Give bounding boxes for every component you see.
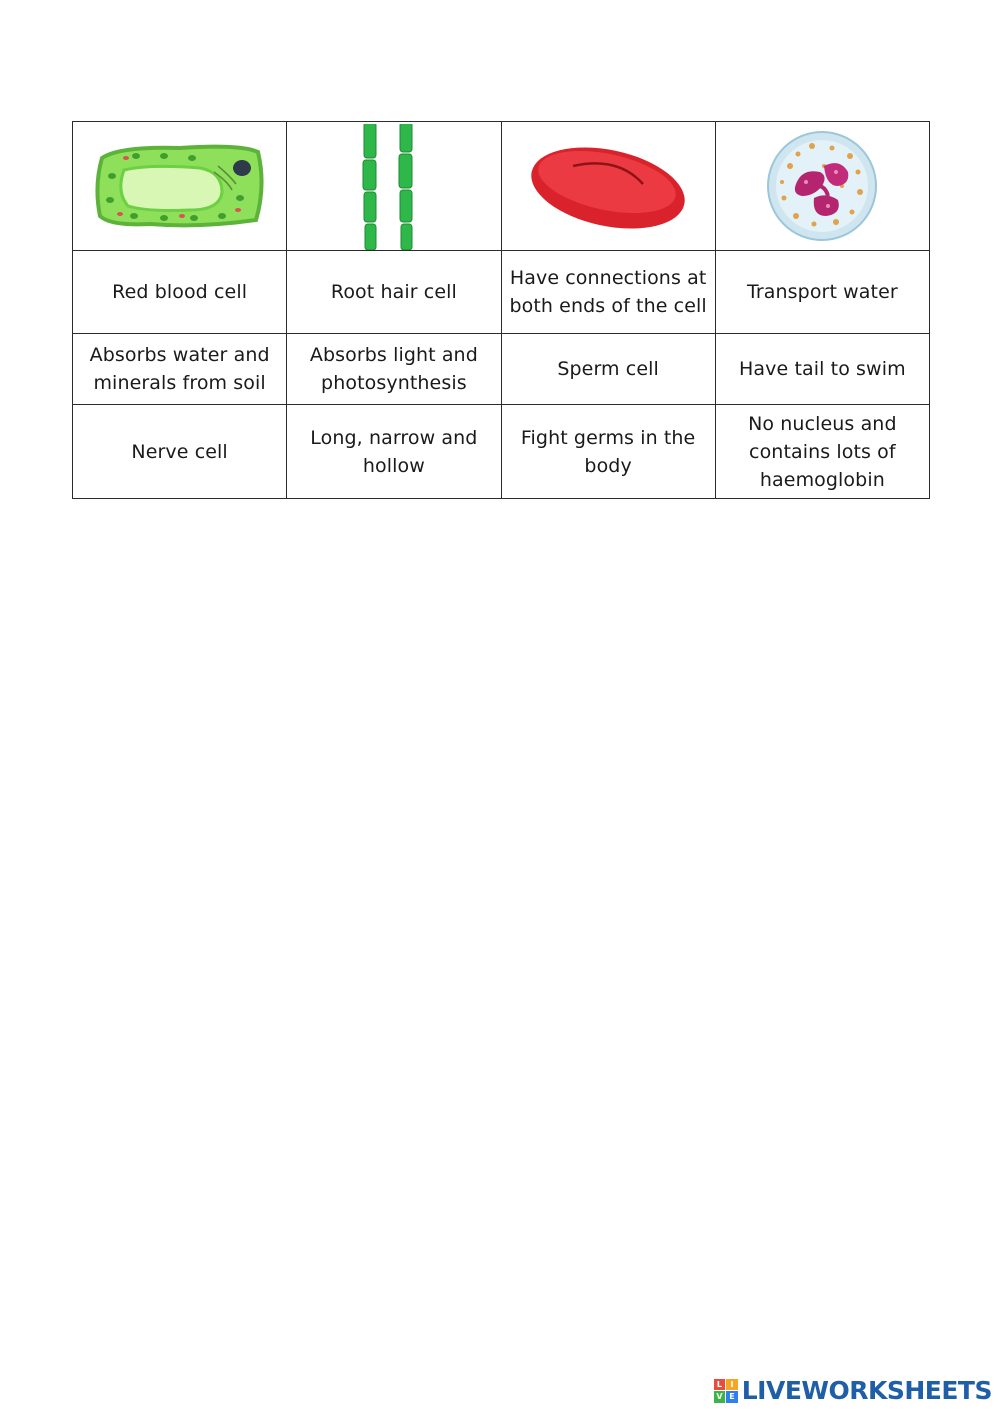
xylem-vessel-icon bbox=[354, 122, 434, 250]
table-cell[interactable]: Sperm cell bbox=[501, 334, 715, 405]
table-cell[interactable]: Have tail to swim bbox=[715, 334, 929, 405]
table-row bbox=[73, 334, 930, 405]
matching-table bbox=[72, 121, 930, 499]
white-blood-cell-icon bbox=[762, 126, 882, 246]
border-gap bbox=[359, 122, 427, 125]
logo-letter: I bbox=[726, 1379, 738, 1391]
cell-image-4[interactable] bbox=[715, 122, 929, 251]
image-row bbox=[73, 122, 930, 251]
plant-cell-icon bbox=[90, 136, 270, 236]
cell-image-1[interactable] bbox=[73, 122, 287, 251]
table-cell[interactable]: Root hair cell bbox=[287, 251, 501, 334]
table-cell[interactable]: Long, narrow and hollow bbox=[287, 405, 501, 499]
table-cell[interactable]: No nucleus and contains lots of haemoglobin bbox=[715, 405, 929, 499]
logo-letter: E bbox=[726, 1391, 738, 1403]
table-row bbox=[73, 251, 930, 334]
table-cell[interactable]: Fight germs in the body bbox=[501, 405, 715, 499]
brand-name: LIVEWORKSHEETS bbox=[741, 1376, 992, 1405]
table-cell[interactable]: Absorbs light and photosynthesis bbox=[287, 334, 501, 405]
red-blood-cell-icon bbox=[523, 136, 693, 236]
logo-letter: V bbox=[714, 1391, 726, 1403]
table-cell[interactable]: Transport water bbox=[715, 251, 929, 334]
table-cell[interactable]: Red blood cell bbox=[73, 251, 287, 334]
cell-image-3[interactable] bbox=[501, 122, 715, 251]
table-cell[interactable]: Have connections at both ends of the cell bbox=[501, 251, 715, 334]
brand-logo-icon bbox=[714, 1379, 738, 1403]
table-cell[interactable]: Absorbs water and minerals from soil bbox=[73, 334, 287, 405]
table-row bbox=[73, 405, 930, 499]
logo-letter: L bbox=[714, 1379, 726, 1391]
table-cell[interactable]: Nerve cell bbox=[73, 405, 287, 499]
liveworksheets-logo bbox=[714, 1376, 992, 1405]
cell-image-2[interactable] bbox=[287, 122, 501, 251]
